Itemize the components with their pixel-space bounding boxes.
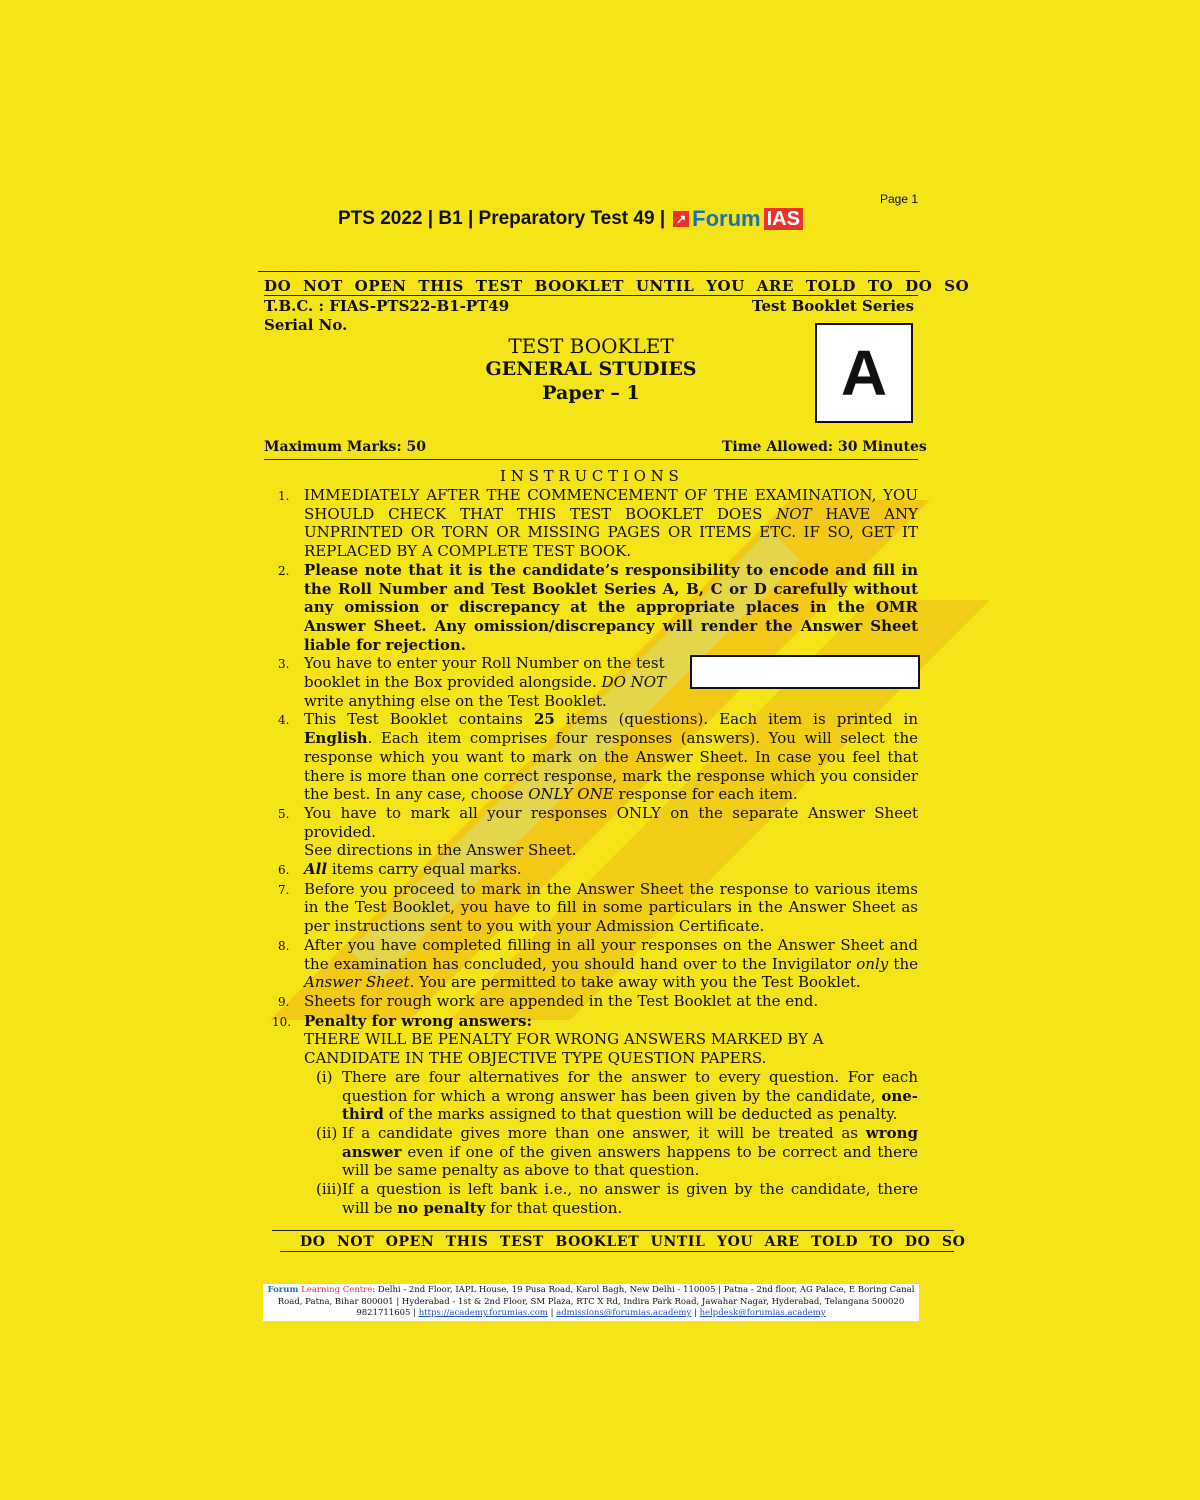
- penalty-rule-3: (iii) If a question is left bank i.e., no answer is given by the candidate, there will be no penalty for that question.: [316, 1180, 918, 1217]
- top-warning: DO NOT OPEN THIS TEST BOOKLET UNTIL YOU ARE TOLD TO DO SO: [264, 277, 970, 295]
- instruction-10: 10. Penalty for wrong answers: THERE WILL BE PENALTY FOR WRONG ANSWERS MARKED BY A CANDIDATE IN THE OBJECTIVE TYPE QUESTION PAPERS.: [272, 1011, 824, 1068]
- header-title: PTS 2022 | B1 | Preparatory Test 49 |: [338, 208, 666, 229]
- page-number: Page 1: [880, 192, 919, 206]
- footer-contact: Forum Learning Centre: Delhi - 2nd Floor, IAPL House, 19 Pusa Road, Karol Bagh, New Delhi - 110005 | Patna - 2nd floor, AG Palace, E Boring Canal Road, Patna, Bihar 800001 | Hyderabad - 1st & 2nd Floor, SM Plaza, RTC X Rd, Indira Park Road, Jawahar Nagar, Hyderabad, Telangana 500020 9821711605 | https://academy.forumias.com | admissions@forumias.academy | helpdesk@forumias.academy: [263, 1284, 919, 1321]
- instruction-3: 3. You have to enter your Roll Number on the test booklet in the Box provided alongside. DO NOT write anything else on the Test Booklet.: [278, 654, 667, 710]
- series-letter: A: [840, 337, 888, 409]
- website-link[interactable]: https://academy.forumias.com: [418, 1308, 548, 1318]
- maximum-marks: Maximum Marks: 50: [264, 439, 426, 455]
- bottom-rule: [280, 1251, 954, 1252]
- instructions-list: [262, 486, 918, 1217]
- booklet-paper: Paper – 1: [542, 382, 640, 404]
- marks-rule: [264, 459, 918, 460]
- tbc-code: T.B.C. : FIAS-PTS22-B1-PT49: [264, 297, 510, 315]
- series-letter-box: [815, 323, 913, 423]
- time-allowed: Time Allowed: 30 Minutes: [722, 439, 927, 455]
- instructions-heading: I N S T R U C T I O N S: [500, 467, 679, 485]
- series-label: Test Booklet Series: [752, 297, 915, 315]
- instruction-9: 9. Sheets for rough work are appended in the Test Booklet at the end.: [278, 991, 819, 1010]
- admissions-email-link[interactable]: admissions@forumias.academy: [556, 1308, 692, 1318]
- penalty-rule-1: (i) There are four alternatives for the answer to every question. For each question for which a wrong answer has been given by the candidate, one-third of the marks assigned to that question will be deducted as penalty.: [316, 1067, 918, 1124]
- forumias-logo: [673, 206, 803, 232]
- bottom-warning: DO NOT OPEN THIS TEST BOOKLET UNTIL YOU ARE TOLD TO DO SO: [300, 1234, 966, 1250]
- instruction-2: 2. Please note that it is the candidate’s responsibility to encode and fill in the Roll Number and Test Booklet Series A, B, C or D carefully without any omission or discrepancy at the appropriate places in the OMR Answer Sheet. Any omission/discrepancy will render the Answer Sheet liable for rejection.: [278, 560, 918, 654]
- instruction-8: 8. After you have completed filling in all your responses on the Answer Sheet and the examination has concluded, you should hand over to the Invigilator only the Answer Sheet. You are permitted to take away with you the Test Booklet.: [278, 935, 918, 992]
- penalty-rule-2: (ii) If a candidate gives more than one answer, it will be treated as wrong answer even if one of the given answers happens to be correct and there will be same penalty as above to that question.: [316, 1123, 918, 1180]
- booklet-subject: GENERAL STUDIES: [485, 358, 697, 380]
- top-rule: [258, 271, 920, 272]
- page-header: [338, 206, 803, 232]
- instruction-4: 4. This Test Booklet contains 25 items (questions). Each item is printed in English. Each item comprises four responses (answers). You will select the response which you want to mark on the Answer Sheet. In case you feel that there is more than one correct response, mark the response which you consider the best. In any case, choose ONLY ONE response for each item.: [278, 710, 918, 804]
- instruction-5: 5. You have to mark all your responses ONLY on the separate Answer Sheet provided. See directions in the Answer Sheet.: [278, 803, 918, 860]
- helpdesk-email-link[interactable]: helpdesk@forumias.academy: [699, 1308, 826, 1318]
- warning-underline: [264, 295, 918, 296]
- instruction-6: 6. All items carry equal marks.: [278, 860, 522, 879]
- logo-forum-text: Forum: [692, 206, 761, 231]
- logo-arrow-icon: ↗: [673, 211, 689, 227]
- bottom-rule-top: [272, 1230, 954, 1231]
- instruction-1: 1. IMMEDIATELY AFTER THE COMMENCEMENT OF THE EXAMINATION, YOU SHOULD CHECK THAT THIS TEST BOOKLET DOES NOT HAVE ANY UNPRINTED OR TORN OR MISSING PAGES OR ITEMS ETC. IF SO, GET IT REPLACED BY A COMPLETE TEST BOOK.: [278, 486, 918, 561]
- logo-ias-text: IAS: [764, 208, 803, 230]
- serial-number: Serial No.: [264, 316, 348, 334]
- instruction-7: 7. Before you proceed to mark in the Answer Sheet the response to various items in the Test Booklet, you have to fill in some particulars in the Answer Sheet as per instructions sent to you with your Admission Certificate.: [278, 879, 918, 936]
- booklet-title: TEST BOOKLET: [508, 334, 674, 358]
